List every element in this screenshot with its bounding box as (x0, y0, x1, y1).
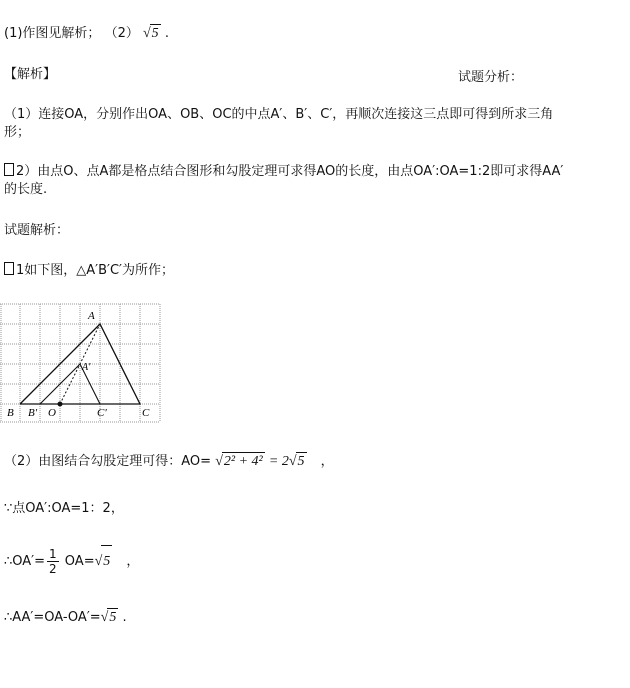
answer-part1: (1)作图见解析； (4, 26, 101, 41)
answer-end: . (164, 26, 169, 41)
solution-step2: （2）由图结合勾股定理可得：AO= √2² + 4² = 2√5 ， (4, 454, 334, 469)
placeholder-box-icon (4, 163, 14, 176)
analysis-right-heading: 试题分析： (458, 70, 524, 85)
solution-step3: ∵点OA′:OA=1：2， (4, 501, 124, 516)
label-c: C (142, 407, 150, 419)
label-b-prime: B′ (28, 407, 38, 419)
step2-radicand: 2² + 4² (223, 454, 263, 469)
analysis-p1-line1: （1）连接OA，分别作出OA、OB、OC的中点A′、B′、C′，再顺次连接这三点即可得到所求三角 (4, 107, 554, 122)
answer-line (4, 24, 169, 43)
answer-part2-prefix: （2） (104, 26, 139, 41)
label-c-prime: C′ (97, 407, 107, 419)
answer-sqrt: √5 (142, 26, 159, 41)
analysis-p2-line1: 2）由点O、点A都是格点结合图形和勾股定理可求得AO的长度，由点OA′:OA=1:2即可求得AA′ (4, 163, 563, 181)
analysis-p1-line2: 形； (4, 125, 31, 140)
analysis-p2-line2: 的长度. (4, 182, 48, 197)
solution-step5: ∴AA′=OA-OA′=√5 . (4, 610, 127, 625)
solution-step1: 1如下图，△A′B′C′为所作； (4, 262, 174, 280)
placeholder-box-icon (4, 262, 14, 275)
solution-heading: 试题解析： (4, 223, 70, 238)
fraction-half: $\frac{1}{2}$ (49, 547, 57, 576)
label-b: B (7, 407, 14, 419)
geometry-figure (0, 302, 162, 424)
solution-step4: ∴OA′= $\frac{1}{2}$ OA=√5 ， (4, 547, 140, 576)
label-a-prime: A′ (82, 362, 91, 373)
label-a: A (88, 310, 95, 322)
analysis-heading: 【解析】 (4, 67, 57, 82)
point-o (58, 402, 63, 407)
label-o: O (48, 407, 56, 419)
